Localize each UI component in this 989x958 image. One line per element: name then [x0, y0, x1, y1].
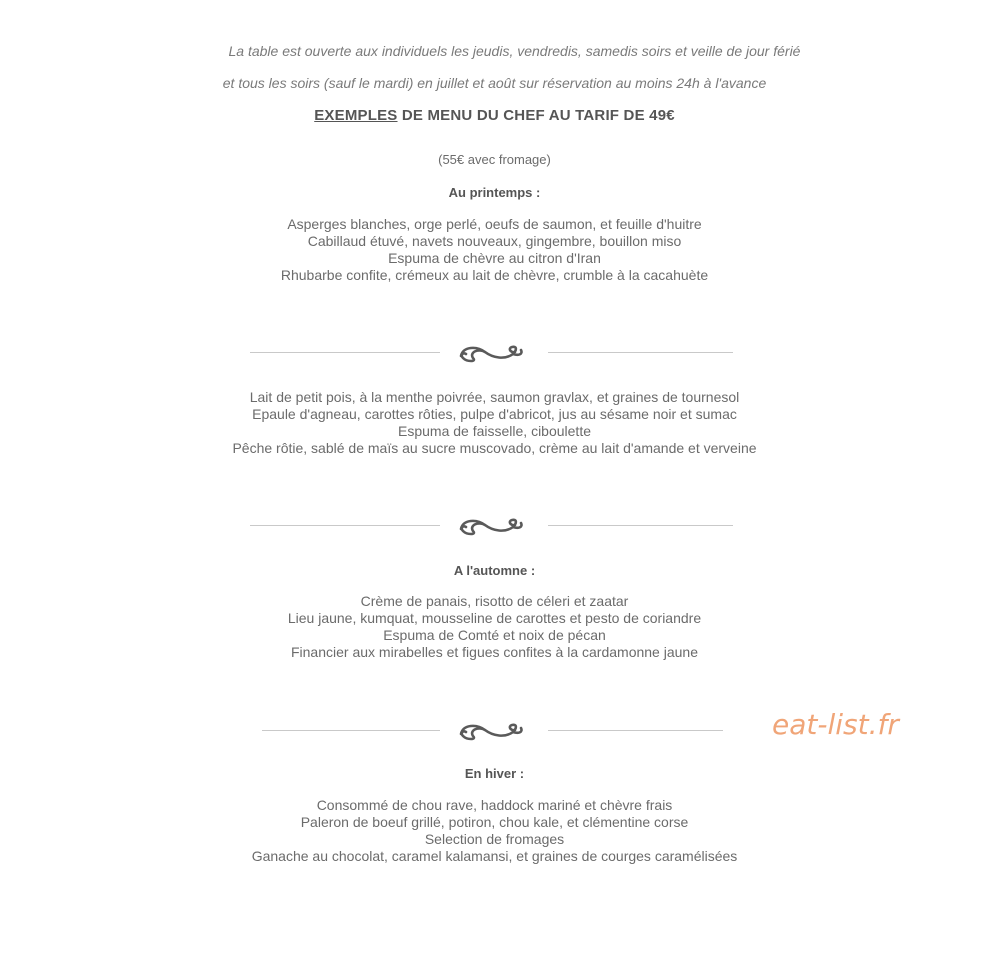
divider-line-right: [548, 730, 723, 731]
dish-item: Espuma de faisselle, ciboulette: [398, 423, 591, 439]
swirl-ornament-icon: [455, 513, 527, 539]
dish-item: Cabillaud étuvé, navets nouveaux, gingembre, bouillon miso: [307, 233, 682, 249]
swirl-ornament-icon: [455, 340, 527, 366]
menu-title-examples: EXEMPLES: [314, 107, 398, 124]
spring-heading: Au printemps :: [448, 185, 541, 200]
dish-item: Pêche rôtie, sablé de maïs au sucre muscovado, crème au lait d'amande et verveine: [232, 440, 757, 456]
dish-item: Ganache au chocolat, caramel kalamansi, et graines de courges caramélisées: [251, 848, 738, 864]
dish-item: Consommé de chou rave, haddock mariné et chèvre frais: [316, 797, 673, 813]
menu-title: [0, 107, 989, 124]
winter-dish-list: [0, 797, 989, 865]
intro-line-1: La table est ouverte aux individuels les jeudis, vendredis, samedis soirs et veille de jour férié: [228, 43, 801, 59]
section-divider: [0, 511, 989, 541]
divider-line-left: [250, 352, 440, 353]
menu-title-rest: DE MENU DU CHEF AU TARIF DE 49€: [397, 107, 675, 124]
dish-item: Asperges blanches, orge perlé, oeufs de saumon, et feuille d'huitre: [287, 216, 702, 232]
dish-item: Rhubarbe confite, crémeux au lait de chèvre, crumble à la cacahuète: [280, 267, 709, 283]
winter-heading: En hiver :: [464, 766, 525, 781]
section-divider: [0, 338, 989, 368]
summer-dish-list: [0, 389, 989, 457]
dish-item: Espuma de Comté et noix de pécan: [383, 627, 606, 643]
divider-line-right: [548, 525, 733, 526]
dish-item: Financier aux mirabelles et figues confites à la cardamonne jaune: [290, 644, 698, 660]
divider-line-left: [262, 730, 440, 731]
dish-item: Lait de petit pois, à la menthe poivrée, saumon gravlax, et graines de tournesol: [249, 389, 740, 405]
dish-item: Espuma de chèvre au citron d'Iran: [388, 250, 601, 266]
dish-item: Epaule d'agneau, carottes rôties, pulpe d'abricot, jus au sésame noir et sumac: [252, 406, 737, 422]
watermark-logo: eat-list.fr: [772, 708, 899, 741]
swirl-ornament-icon: [455, 718, 527, 744]
divider-line-right: [548, 352, 733, 353]
autumn-heading: A l'automne :: [453, 563, 536, 578]
dish-item: Crème de panais, risotto de céleri et zaatar: [360, 593, 629, 609]
autumn-dish-list: [0, 593, 989, 661]
dish-item: Paleron de boeuf grillé, potiron, chou kale, et clémentine corse: [300, 814, 689, 830]
dish-item: Selection de fromages: [424, 831, 565, 847]
spring-dish-list: [0, 216, 989, 284]
divider-line-left: [250, 525, 440, 526]
intro-line-2: et tous les soirs (sauf le mardi) en juillet et août sur réservation au moins 24h à l'avance: [222, 75, 767, 91]
dish-item: Lieu jaune, kumquat, mousseline de carottes et pesto de coriandre: [287, 610, 702, 626]
cheese-price-note: (55€ avec fromage): [438, 152, 551, 167]
